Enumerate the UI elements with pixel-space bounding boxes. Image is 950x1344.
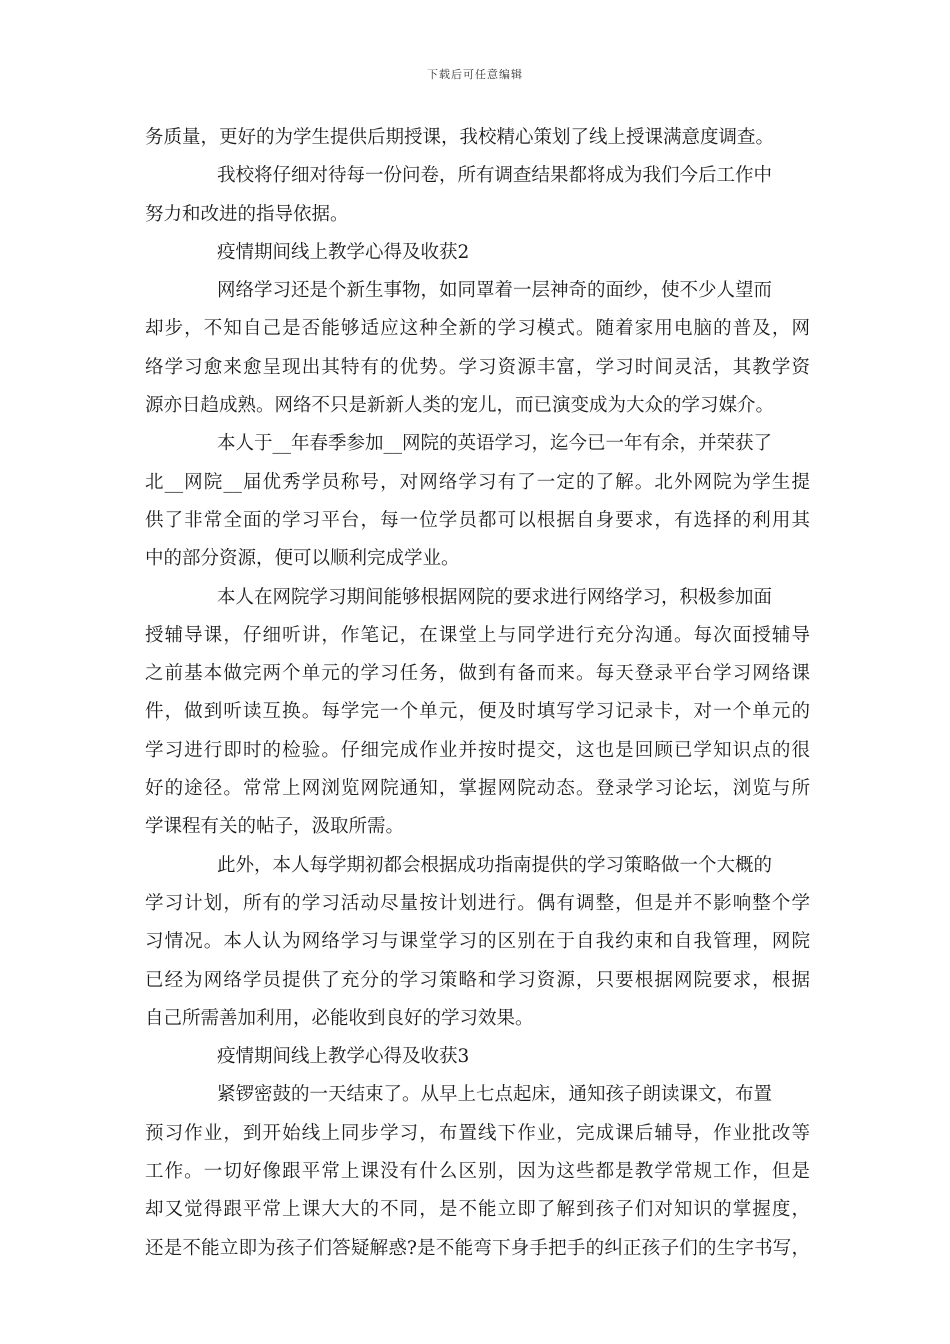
text-line: 本人在网院学习期间能够根据网院的要求进行网络学习，积极参加面 [217, 586, 773, 608]
text-line: 供了非常全面的学习平台，每一位学员都可以根据自身要求，有选择的利用其 [145, 509, 810, 531]
page-header: 下载后可任意编辑 [427, 68, 523, 81]
text-line: 已经为网络学员提供了充分的学习策略和学习资源，只要根据网院要求，根据 [145, 969, 810, 991]
text-line: 学习进行即时的检验。仔细完成作业并按时提交，这也是回顾已学知识点的很 [145, 739, 810, 761]
text-line: 件，做到听读互换。每学完一个单元，便及时填写学习记录卡，对一个单元的 [145, 701, 810, 723]
text-line: 却又觉得跟平常上课大大的不同，是不能立即了解到孩子们对知识的掌握度， [145, 1199, 810, 1221]
text-line: 授辅导课，仔细听讲，作笔记，在课堂上与同学进行充分沟通。每次面授辅导 [145, 624, 810, 646]
text-line: 预习作业，到开始线上同步学习，布置线下作业，完成课后辅导，作业批改等 [145, 1122, 810, 1144]
text-line: 习情况。本人认为网络学习与课堂学习的区别在于自我约束和自我管理，网院 [145, 931, 810, 953]
section-heading: 疫情期间线上教学心得及收获2 [217, 241, 470, 263]
section-heading: 疫情期间线上教学心得及收获3 [217, 1046, 470, 1068]
text-line: 紧锣密鼓的一天结束了。从早上七点起床，通知孩子朗读课文，布置 [217, 1084, 773, 1106]
text-line: 北__网院__届优秀学员称号，对网络学习有了一定的了解。北外网院为学生提 [145, 471, 810, 493]
document-body [145, 119, 810, 1268]
text-line: 中的部分资源，便可以顺利完成学业。 [145, 548, 460, 570]
text-line: 源亦日趋成熟。网络不只是新新人类的宠儿，而已演变成为大众的学习媒介。 [145, 395, 775, 417]
text-line: 努力和改进的指导依据。 [145, 203, 349, 225]
text-line: 之前基本做完两个单元的学习任务，做到有备而来。每天登录平台学习网络课 [145, 663, 810, 685]
text-line: 务质量，更好的为学生提供后期授课，我校精心策划了线上授课满意度调查。 [145, 127, 775, 148]
text-line: 还是不能立即为孩子们答疑解惑?是不能弯下身手把手的纠正孩子们的生字书写， [145, 1237, 810, 1259]
text-line: 网络学习还是个新生事物，如同罩着一层神奇的面纱，使不少人望而 [217, 280, 773, 302]
text-line: 此外，本人每学期初都会根据成功指南提供的学习策略做一个大概的 [217, 854, 773, 876]
text-line: 学习计划，所有的学习活动尽量按计划进行。偶有调整，但是并不影响整个学 [145, 892, 810, 914]
text-line: 好的途径。常常上网浏览网院通知，掌握网院动态。登录学习论坛，浏览与所 [145, 778, 810, 800]
text-line: 自己所需善加利用，必能收到良好的学习效果。 [145, 1007, 534, 1029]
text-line: 本人于__年春季参加__网院的英语学习，迄今已一年有余，并荣获了 [217, 433, 773, 455]
text-line: 络学习愈来愈呈现出其特有的优势。学习资源丰富，学习时间灵活，其教学资 [145, 356, 810, 378]
text-line: 工作。一切好像跟平常上课没有什么区别，因为这些都是教学常规工作，但是 [145, 1161, 810, 1183]
text-line: 我校将仔细对待每一份问卷，所有调查结果都将成为我们今后工作中 [217, 165, 773, 187]
text-line: 学课程有关的帖子，汲取所需。 [145, 816, 405, 838]
text-line: 却步，不知自己是否能够适应这种全新的学习模式。随着家用电脑的普及，网 [145, 318, 810, 340]
